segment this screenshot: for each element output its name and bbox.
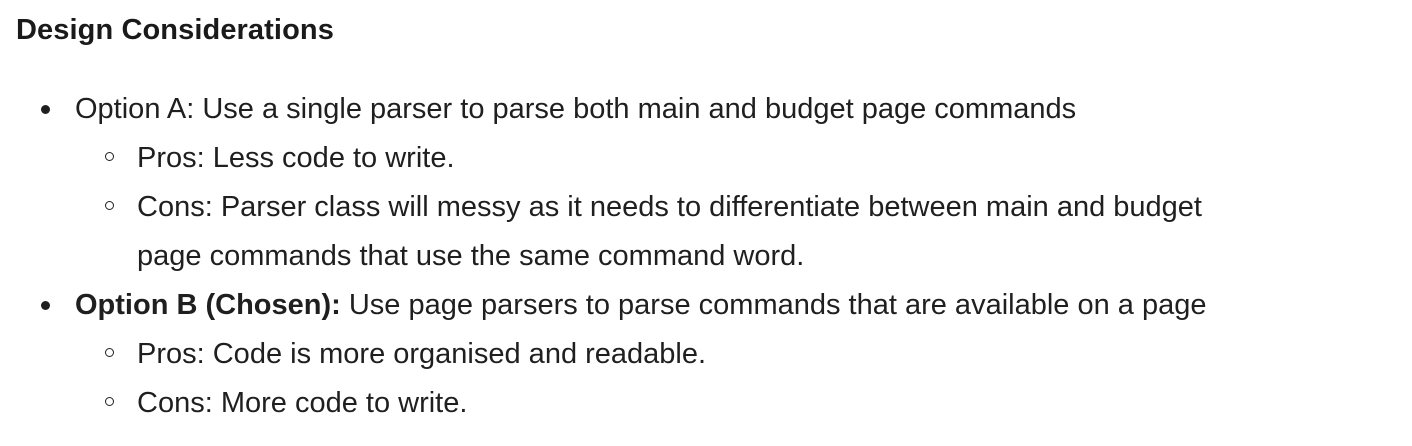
- circle-bullet-icon: [105, 201, 114, 210]
- option-b-cons-text: Cons: More code to write.: [137, 387, 468, 419]
- circle-bullet-icon: [105, 397, 114, 406]
- option-b-text: Use page parsers to parse commands that are available on a page: [340, 289, 1207, 321]
- option-b-pros: [16, 330, 1412, 379]
- option-a-pros: [16, 134, 1412, 183]
- option-a-cons: [16, 183, 1412, 281]
- section-heading: Design Considerations: [16, 14, 334, 46]
- option-b-sublist: [75, 330, 1412, 428]
- option-a-cons-text-line1: Cons: Parser class will messy as it needs to differentiate between main and budget: [137, 191, 1202, 223]
- option-a-pros-text: Pros: Less code to write.: [137, 142, 455, 174]
- bullet-icon: [41, 301, 50, 310]
- option-b-label: Option B (Chosen):: [75, 289, 341, 321]
- bullet-icon: [41, 105, 50, 114]
- circle-bullet-icon: [105, 152, 114, 161]
- options-list: [16, 85, 1412, 428]
- option-b-cons: [16, 379, 1412, 428]
- option-a-cons-text-line2: page commands that use the same command word.: [137, 240, 805, 272]
- option-a-text: Option A: Use a single parser to parse both main and budget page commands: [75, 93, 1077, 125]
- option-a-sublist: [75, 134, 1412, 281]
- option-b-pros-text: Pros: Code is more organised and readable.: [137, 338, 707, 370]
- circle-bullet-icon: [105, 348, 114, 357]
- option-a-item: [16, 85, 1412, 281]
- option-b-item: [16, 281, 1412, 428]
